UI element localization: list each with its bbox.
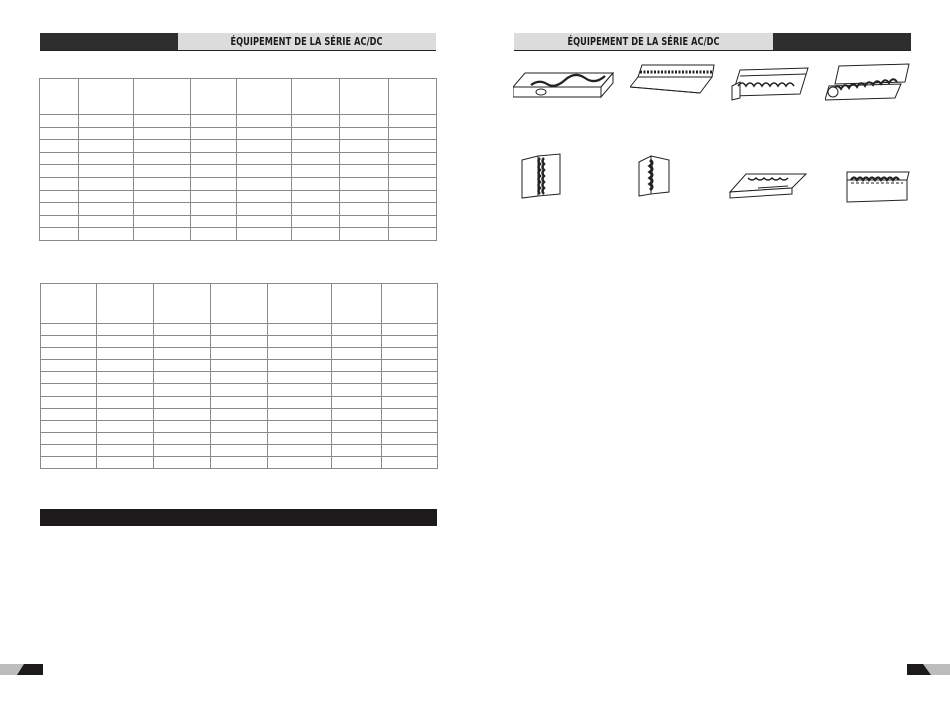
specs-table-1 (39, 78, 437, 241)
table-cell (332, 420, 382, 432)
table-cell (97, 396, 154, 408)
table-cell (41, 324, 97, 336)
table-cell (40, 165, 79, 178)
table-cell (79, 228, 134, 241)
table-header-cell (191, 79, 237, 115)
table-cell (292, 152, 340, 165)
table-row (41, 444, 438, 456)
table-row (41, 336, 438, 348)
table-cell (340, 165, 389, 178)
table-cell (191, 215, 237, 228)
table-cell (268, 360, 332, 372)
flat-butt-weld-icon (513, 65, 615, 103)
table-row (41, 408, 438, 420)
table-cell (389, 140, 437, 153)
table-cell (211, 360, 268, 372)
square-bar-weld-icon (728, 64, 810, 102)
table-cell (97, 408, 154, 420)
table-header-cell (268, 284, 332, 324)
table-cell (332, 360, 382, 372)
table-cell (340, 152, 389, 165)
table-cell (292, 228, 340, 241)
table-cell (40, 203, 79, 216)
table-cell (340, 203, 389, 216)
table-row (41, 457, 438, 469)
table-header-row (40, 79, 437, 115)
table-cell (237, 115, 292, 128)
right-section-header (514, 33, 911, 51)
table-cell (237, 152, 292, 165)
table-cell (211, 348, 268, 360)
corner-fillet-weld-icon (825, 62, 911, 102)
table-row (41, 384, 438, 396)
table-cell (382, 336, 438, 348)
table-row (41, 324, 438, 336)
table-cell (154, 360, 211, 372)
table-cell (79, 215, 134, 228)
table-cell (97, 336, 154, 348)
overhead-fillet-weld-icon (728, 170, 808, 202)
table-header-cell (134, 79, 191, 115)
table-cell (292, 115, 340, 128)
table-cell (211, 420, 268, 432)
header-dark-segment (40, 33, 178, 50)
table-cell (41, 432, 97, 444)
table-cell (389, 203, 437, 216)
table-cell (382, 324, 438, 336)
table-cell (340, 177, 389, 190)
table-cell (134, 140, 191, 153)
table-cell (40, 115, 79, 128)
table-cell (97, 444, 154, 456)
table-cell (79, 115, 134, 128)
table-cell (237, 228, 292, 241)
table-cell (41, 457, 97, 469)
table-cell (40, 215, 79, 228)
table-cell (134, 228, 191, 241)
table-cell (134, 203, 191, 216)
table-cell (382, 348, 438, 360)
table-cell (332, 444, 382, 456)
table-row (40, 115, 437, 128)
table-cell (237, 203, 292, 216)
table-cell (79, 165, 134, 178)
table-cell (97, 457, 154, 469)
table-row (40, 228, 437, 241)
table-cell (191, 140, 237, 153)
table-cell (154, 336, 211, 348)
table-cell (382, 432, 438, 444)
table-cell (332, 408, 382, 420)
table-cell (97, 324, 154, 336)
table-row (40, 203, 437, 216)
table-row (40, 165, 437, 178)
table-cell (41, 348, 97, 360)
table-row (41, 348, 438, 360)
vertical-butt-weld-icon (520, 152, 562, 200)
table-header-cell (292, 79, 340, 115)
table-row (40, 190, 437, 203)
table-cell (332, 396, 382, 408)
table-cell (97, 432, 154, 444)
table-cell (268, 384, 332, 396)
table-cell (389, 190, 437, 203)
table-cell (268, 420, 332, 432)
table-cell (389, 177, 437, 190)
table-cell (79, 152, 134, 165)
table-cell (237, 177, 292, 190)
table-cell (340, 228, 389, 241)
left-section-header (40, 33, 436, 51)
table-cell (40, 140, 79, 153)
table-cell (382, 444, 438, 456)
table-cell (332, 348, 382, 360)
table-cell (382, 396, 438, 408)
table-cell (134, 115, 191, 128)
table-cell (41, 372, 97, 384)
table-cell (134, 177, 191, 190)
table-cell (134, 215, 191, 228)
table-cell (154, 432, 211, 444)
table-cell (340, 190, 389, 203)
table-cell (211, 432, 268, 444)
table-header-cell (97, 284, 154, 324)
table-row (40, 177, 437, 190)
table-cell (154, 384, 211, 396)
table-cell (268, 396, 332, 408)
right-page (475, 0, 950, 705)
table-cell (41, 396, 97, 408)
table-header-row (41, 284, 438, 324)
table-cell (191, 177, 237, 190)
table-cell (237, 190, 292, 203)
table-header-cell (40, 79, 79, 115)
specs-table-2 (40, 283, 438, 469)
table-cell (211, 457, 268, 469)
table-header-cell (41, 284, 97, 324)
table-cell (97, 384, 154, 396)
table-header-cell (389, 79, 437, 115)
section-title: ÉQUIPEMENT DE LA SÉRIE AC/DC (230, 35, 384, 48)
table-cell (292, 190, 340, 203)
table-cell (97, 420, 154, 432)
table-cell (191, 127, 237, 140)
table-cell (191, 190, 237, 203)
table-cell (268, 457, 332, 469)
table-cell (211, 372, 268, 384)
table-cell (382, 384, 438, 396)
table-cell (268, 372, 332, 384)
table-cell (292, 140, 340, 153)
table-header-cell (332, 284, 382, 324)
table-cell (154, 420, 211, 432)
table-cell (134, 152, 191, 165)
table-cell (191, 165, 237, 178)
table-cell (268, 336, 332, 348)
flange-plate-weld-icon (630, 63, 716, 98)
table-header-cell (79, 79, 134, 115)
vertical-corner-weld-icon (637, 152, 671, 198)
table-cell (268, 432, 332, 444)
section-divider-band (40, 509, 437, 526)
table-cell (191, 152, 237, 165)
table-cell (389, 165, 437, 178)
table-cell (41, 408, 97, 420)
table-cell (292, 177, 340, 190)
header-title-segment (514, 33, 773, 50)
table-cell (332, 336, 382, 348)
table-row (41, 360, 438, 372)
table-row (40, 140, 437, 153)
table-cell (237, 215, 292, 228)
table-cell (211, 444, 268, 456)
table-cell (134, 165, 191, 178)
table-cell (40, 127, 79, 140)
table-cell (332, 372, 382, 384)
table-cell (332, 432, 382, 444)
page-tab-left (0, 664, 43, 675)
table-cell (134, 190, 191, 203)
header-dark-segment (773, 33, 911, 50)
table-cell (79, 203, 134, 216)
table-cell (382, 408, 438, 420)
table-cell (40, 177, 79, 190)
table-cell (211, 336, 268, 348)
table-cell (340, 140, 389, 153)
table-cell (154, 348, 211, 360)
table-cell (211, 408, 268, 420)
table-header-cell (237, 79, 292, 115)
table-cell (211, 384, 268, 396)
table-cell (154, 372, 211, 384)
section-title: ÉQUIPEMENT DE LA SÉRIE AC/DC (567, 35, 720, 48)
table-cell (154, 457, 211, 469)
table-cell (97, 360, 154, 372)
table-cell (292, 203, 340, 216)
table-row (40, 215, 437, 228)
table-cell (154, 396, 211, 408)
table-cell (154, 444, 211, 456)
table-cell (340, 115, 389, 128)
table-cell (154, 408, 211, 420)
table-cell (268, 408, 332, 420)
table-cell (191, 203, 237, 216)
table-row (41, 432, 438, 444)
table-cell (211, 396, 268, 408)
table-cell (340, 215, 389, 228)
table-cell (211, 324, 268, 336)
table-cell (79, 190, 134, 203)
table-header-cell (154, 284, 211, 324)
table-cell (268, 348, 332, 360)
table-cell (41, 384, 97, 396)
table-header-cell (211, 284, 268, 324)
table-cell (389, 215, 437, 228)
table-cell (237, 127, 292, 140)
table-row (40, 127, 437, 140)
table-header-cell (340, 79, 389, 115)
table-cell (237, 140, 292, 153)
table-cell (389, 228, 437, 241)
overhead-plate-weld-icon (843, 170, 911, 204)
table-cell (332, 324, 382, 336)
table-cell (332, 457, 382, 469)
table-cell (268, 444, 332, 456)
table-cell (41, 336, 97, 348)
table-cell (389, 127, 437, 140)
table-cell (191, 228, 237, 241)
table-cell (382, 420, 438, 432)
table-cell (134, 127, 191, 140)
table-header-cell (382, 284, 438, 324)
table-cell (268, 324, 332, 336)
table-cell (382, 457, 438, 469)
table-cell (40, 228, 79, 241)
table-cell (154, 324, 211, 336)
table-cell (79, 177, 134, 190)
table-cell (40, 152, 79, 165)
table-cell (389, 115, 437, 128)
table-cell (340, 127, 389, 140)
table-cell (332, 384, 382, 396)
table-cell (40, 190, 79, 203)
header-title-segment (178, 33, 436, 50)
table-cell (41, 420, 97, 432)
table-row (41, 372, 438, 384)
table-cell (79, 127, 134, 140)
table-cell (292, 215, 340, 228)
table-cell (389, 152, 437, 165)
table-cell (97, 348, 154, 360)
table-row (40, 152, 437, 165)
table-row (41, 396, 438, 408)
table-cell (292, 127, 340, 140)
table-cell (97, 372, 154, 384)
table-row (41, 420, 438, 432)
table-cell (41, 444, 97, 456)
table-cell (79, 140, 134, 153)
table-cell (41, 360, 97, 372)
table-cell (237, 165, 292, 178)
table-cell (191, 115, 237, 128)
table-cell (382, 372, 438, 384)
table-cell (382, 360, 438, 372)
page-tab-right (907, 664, 950, 675)
table-cell (292, 165, 340, 178)
